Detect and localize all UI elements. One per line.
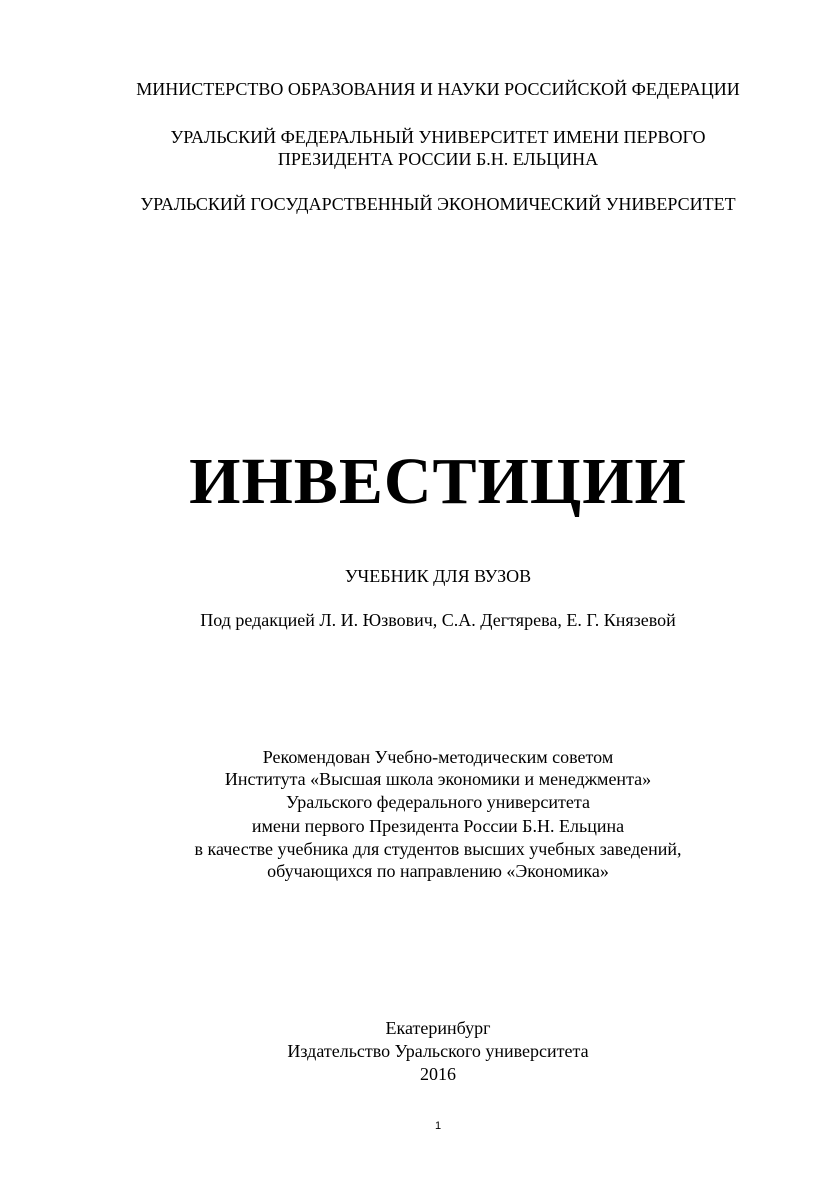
recommendation-line: обучающихся по направлению «Экономика» — [267, 861, 609, 881]
recommendation-line: в качестве учебника для студентов высших учебных заведений, — [194, 839, 682, 859]
page-number: 1 — [434, 1120, 442, 1132]
recommendation-line: Института «Высшая школа экономики и менеджмента» — [224, 769, 652, 789]
ministry-header: МИНИСТЕРСТВО ОБРАЗОВАНИЯ И НАУКИ РОССИЙСКОЙ ФЕДЕРАЦИИ — [136, 79, 740, 99]
university-ural-federal-line1: УРАЛЬСКИЙ ФЕДЕРАЛЬНЫЙ УНИВЕРСИТЕТ ИМЕНИ ПЕРВОГО — [170, 127, 706, 147]
university-ural-federal-line2: ПРЕЗИДЕНТА РОССИИ Б.Н. ЕЛЬЦИНА — [277, 149, 599, 169]
recommendation-line: Рекомендован Учебно-методическим советом — [262, 747, 614, 767]
book-subtitle: УЧЕБНИК ДЛЯ ВУЗОВ — [344, 566, 532, 586]
imprint-year: 2016 — [420, 1064, 456, 1084]
imprint-publisher: Издательство Уральского университета — [287, 1041, 589, 1061]
editors-line: Под редакцией Л. И. Юзвович, С.А. Дегтярева, Е. Г. Князевой — [200, 610, 676, 630]
university-ural-economic: УРАЛЬСКИЙ ГОСУДАРСТВЕННЫЙ ЭКОНОМИЧЕСКИЙ УНИВЕРСИТЕТ — [140, 194, 736, 214]
recommendation-line: Уральского федерального университета — [286, 792, 590, 812]
recommendation-line: имени первого Президента России Б.Н. Ельцина — [251, 816, 625, 836]
imprint-city: Екатеринбург — [385, 1018, 491, 1038]
book-title: ИНВЕСТИЦИИ — [189, 445, 687, 518]
